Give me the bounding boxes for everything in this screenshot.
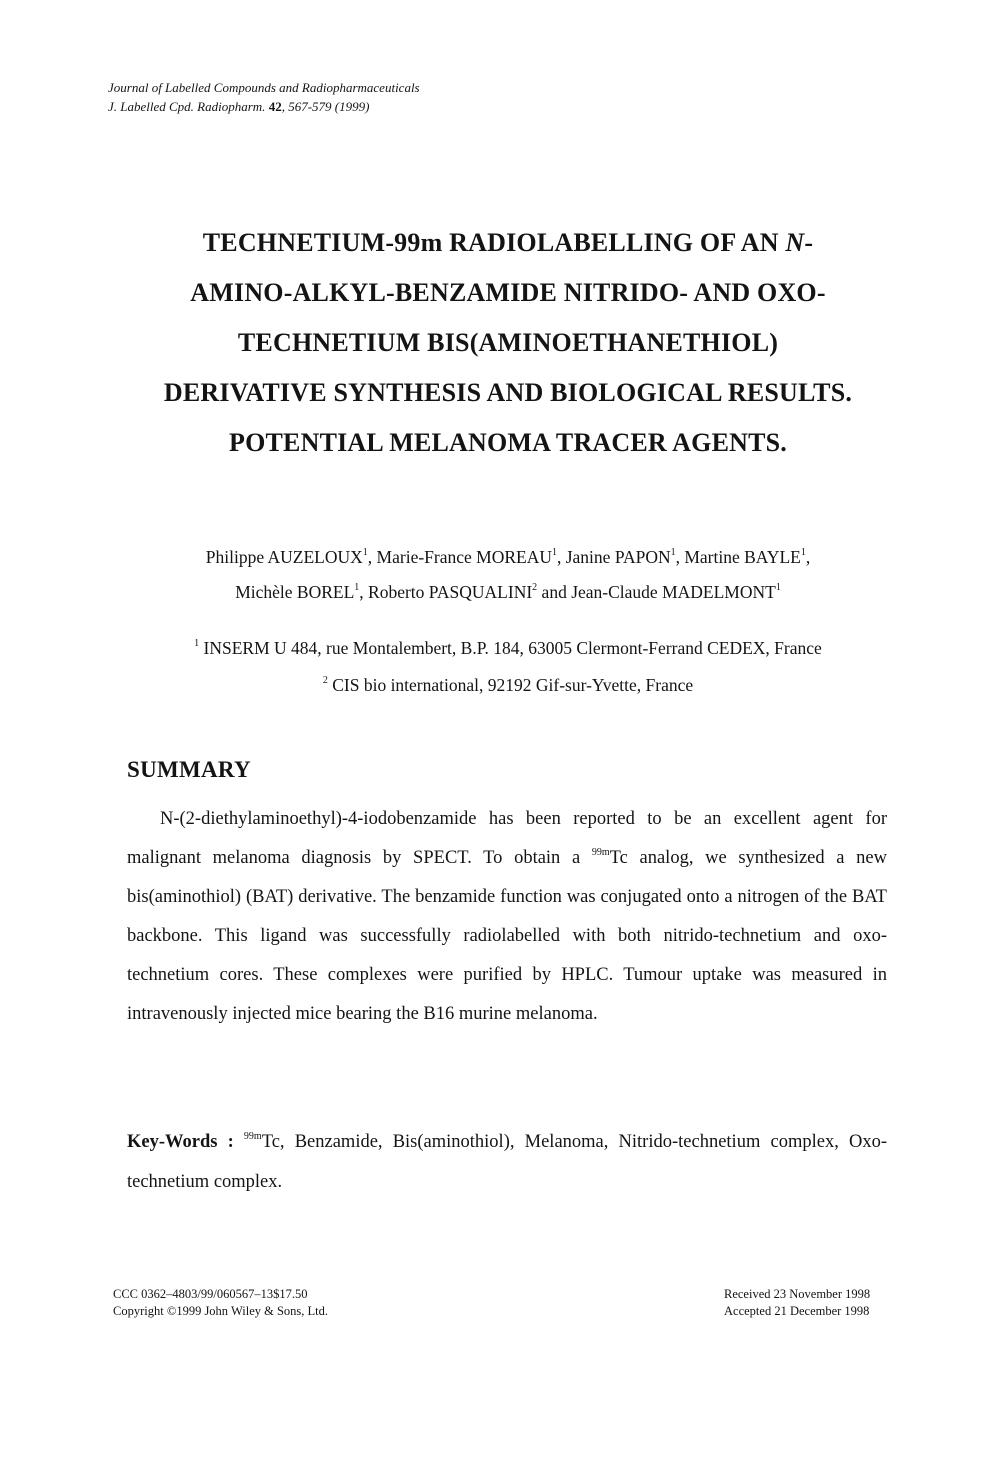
author-and: and — [541, 582, 567, 602]
author-line-2 — [92, 575, 924, 610]
journal-pages-year: , 567-579 (1999) — [281, 99, 370, 114]
title-line: TECHNETIUM-99m RADIOLABELLING OF AN N- — [202, 228, 814, 257]
summary-text-part2: Tc analog, we synthesized a new bis(aminothiol) (BAT) derivative. The benzamide function was conjugated onto a nitrogen of the BAT backbone. This ligand was successfully radiolabelled with both nitrido-technetium and oxo-technetium cores. These complexes were purified by HPLC. Tumour uptake was measured in intravenously injected mice bearing the B16 murine melanoma. — [127, 848, 887, 1024]
journal-header — [108, 78, 420, 116]
author-affiliation-mark: 2 — [532, 582, 538, 594]
author-name: Michèle BOREL — [235, 582, 355, 602]
summary-heading: SUMMARY — [127, 757, 251, 782]
title-line: TECHNETIUM BIS(AMINOETHANETHIOL) — [237, 328, 779, 357]
author-affiliation-mark: 1 — [354, 582, 360, 594]
article-title — [92, 218, 924, 468]
author-name: Roberto PASQUALINI — [368, 582, 533, 602]
isotope-superscript: 99m — [591, 846, 610, 858]
affiliation-1 — [92, 630, 924, 667]
summary-paragraph — [127, 800, 887, 1034]
isotope-superscript: 99m — [243, 1130, 262, 1142]
journal-citation — [108, 97, 420, 116]
author-name: Marie-France MOREAU — [376, 547, 552, 567]
author-list — [92, 540, 924, 610]
author-affiliation-mark: 1 — [362, 547, 368, 559]
title-line: DERIVATIVE SYNTHESIS AND BIOLOGICAL RESULTS. — [163, 378, 853, 407]
author-name: Martine BAYLE — [684, 547, 801, 567]
keywords-paragraph — [127, 1122, 887, 1202]
author-name: Janine PAPON — [565, 547, 671, 567]
accepted-date: Accepted 21 December 1998 — [724, 1304, 870, 1318]
journal-volume: 42 — [268, 99, 282, 114]
author-separator: , — [359, 582, 364, 602]
affiliation-number: 1 — [194, 638, 200, 650]
journal-name: Journal of Labelled Compounds and Radiopharmaceuticals — [108, 80, 420, 95]
title-line: POTENTIAL MELANOMA TRACER AGENTS. — [229, 428, 787, 457]
affiliation-text: INSERM U 484, rue Montalembert, B.P. 184, 63005 Clermont-Ferrand CEDEX, France — [203, 638, 822, 658]
received-date: Received 23 November 1998 — [724, 1287, 871, 1301]
affiliation-number: 2 — [322, 675, 328, 687]
author-affiliation-mark: 1 — [775, 582, 781, 594]
affiliation-2 — [92, 667, 924, 704]
ccc-code: CCC 0362–4803/99/060567–13$17.50 — [113, 1287, 308, 1301]
footer-left — [113, 1286, 328, 1320]
author-name: Jean-Claude MADELMONT — [571, 582, 776, 602]
author-separator: , — [805, 547, 811, 567]
affiliation-text: CIS bio international, 92192 Gif-sur-Yvette, France — [332, 675, 694, 695]
citation-prefix: J. Labelled Cpd. Radiopharm. — [108, 99, 266, 114]
author-affiliation-mark: 1 — [551, 547, 557, 559]
author-affiliation-mark: 1 — [800, 547, 806, 559]
author-affiliation-mark: 1 — [670, 547, 676, 559]
author-separator: , — [675, 547, 680, 567]
keywords-text: Tc, Benzamide, Bis(aminothiol), Melanoma, Nitrido-technetium complex, Oxo-technetium complex. — [127, 1132, 887, 1192]
summary-text-part1: N-(2-diethylaminoethyl)-4-iodobenzamide has been reported to be an excellent agent for malignant melanoma diagnosis by SPECT. To obtain a — [127, 809, 887, 868]
author-separator: , — [367, 547, 373, 567]
affiliations — [92, 630, 924, 704]
author-name: Philippe AUZELOUX — [205, 547, 363, 567]
footer-right — [724, 1286, 870, 1320]
author-line-1 — [92, 540, 924, 575]
author-separator: , — [556, 547, 562, 567]
copyright: Copyright ©1999 John Wiley & Sons, Ltd. — [113, 1304, 329, 1318]
italic-n: N — [785, 228, 805, 257]
keywords-label: Key-Words : — [127, 1132, 234, 1152]
title-line: AMINO-ALKYL-BENZAMIDE NITRIDO- AND OXO- — [190, 278, 826, 307]
